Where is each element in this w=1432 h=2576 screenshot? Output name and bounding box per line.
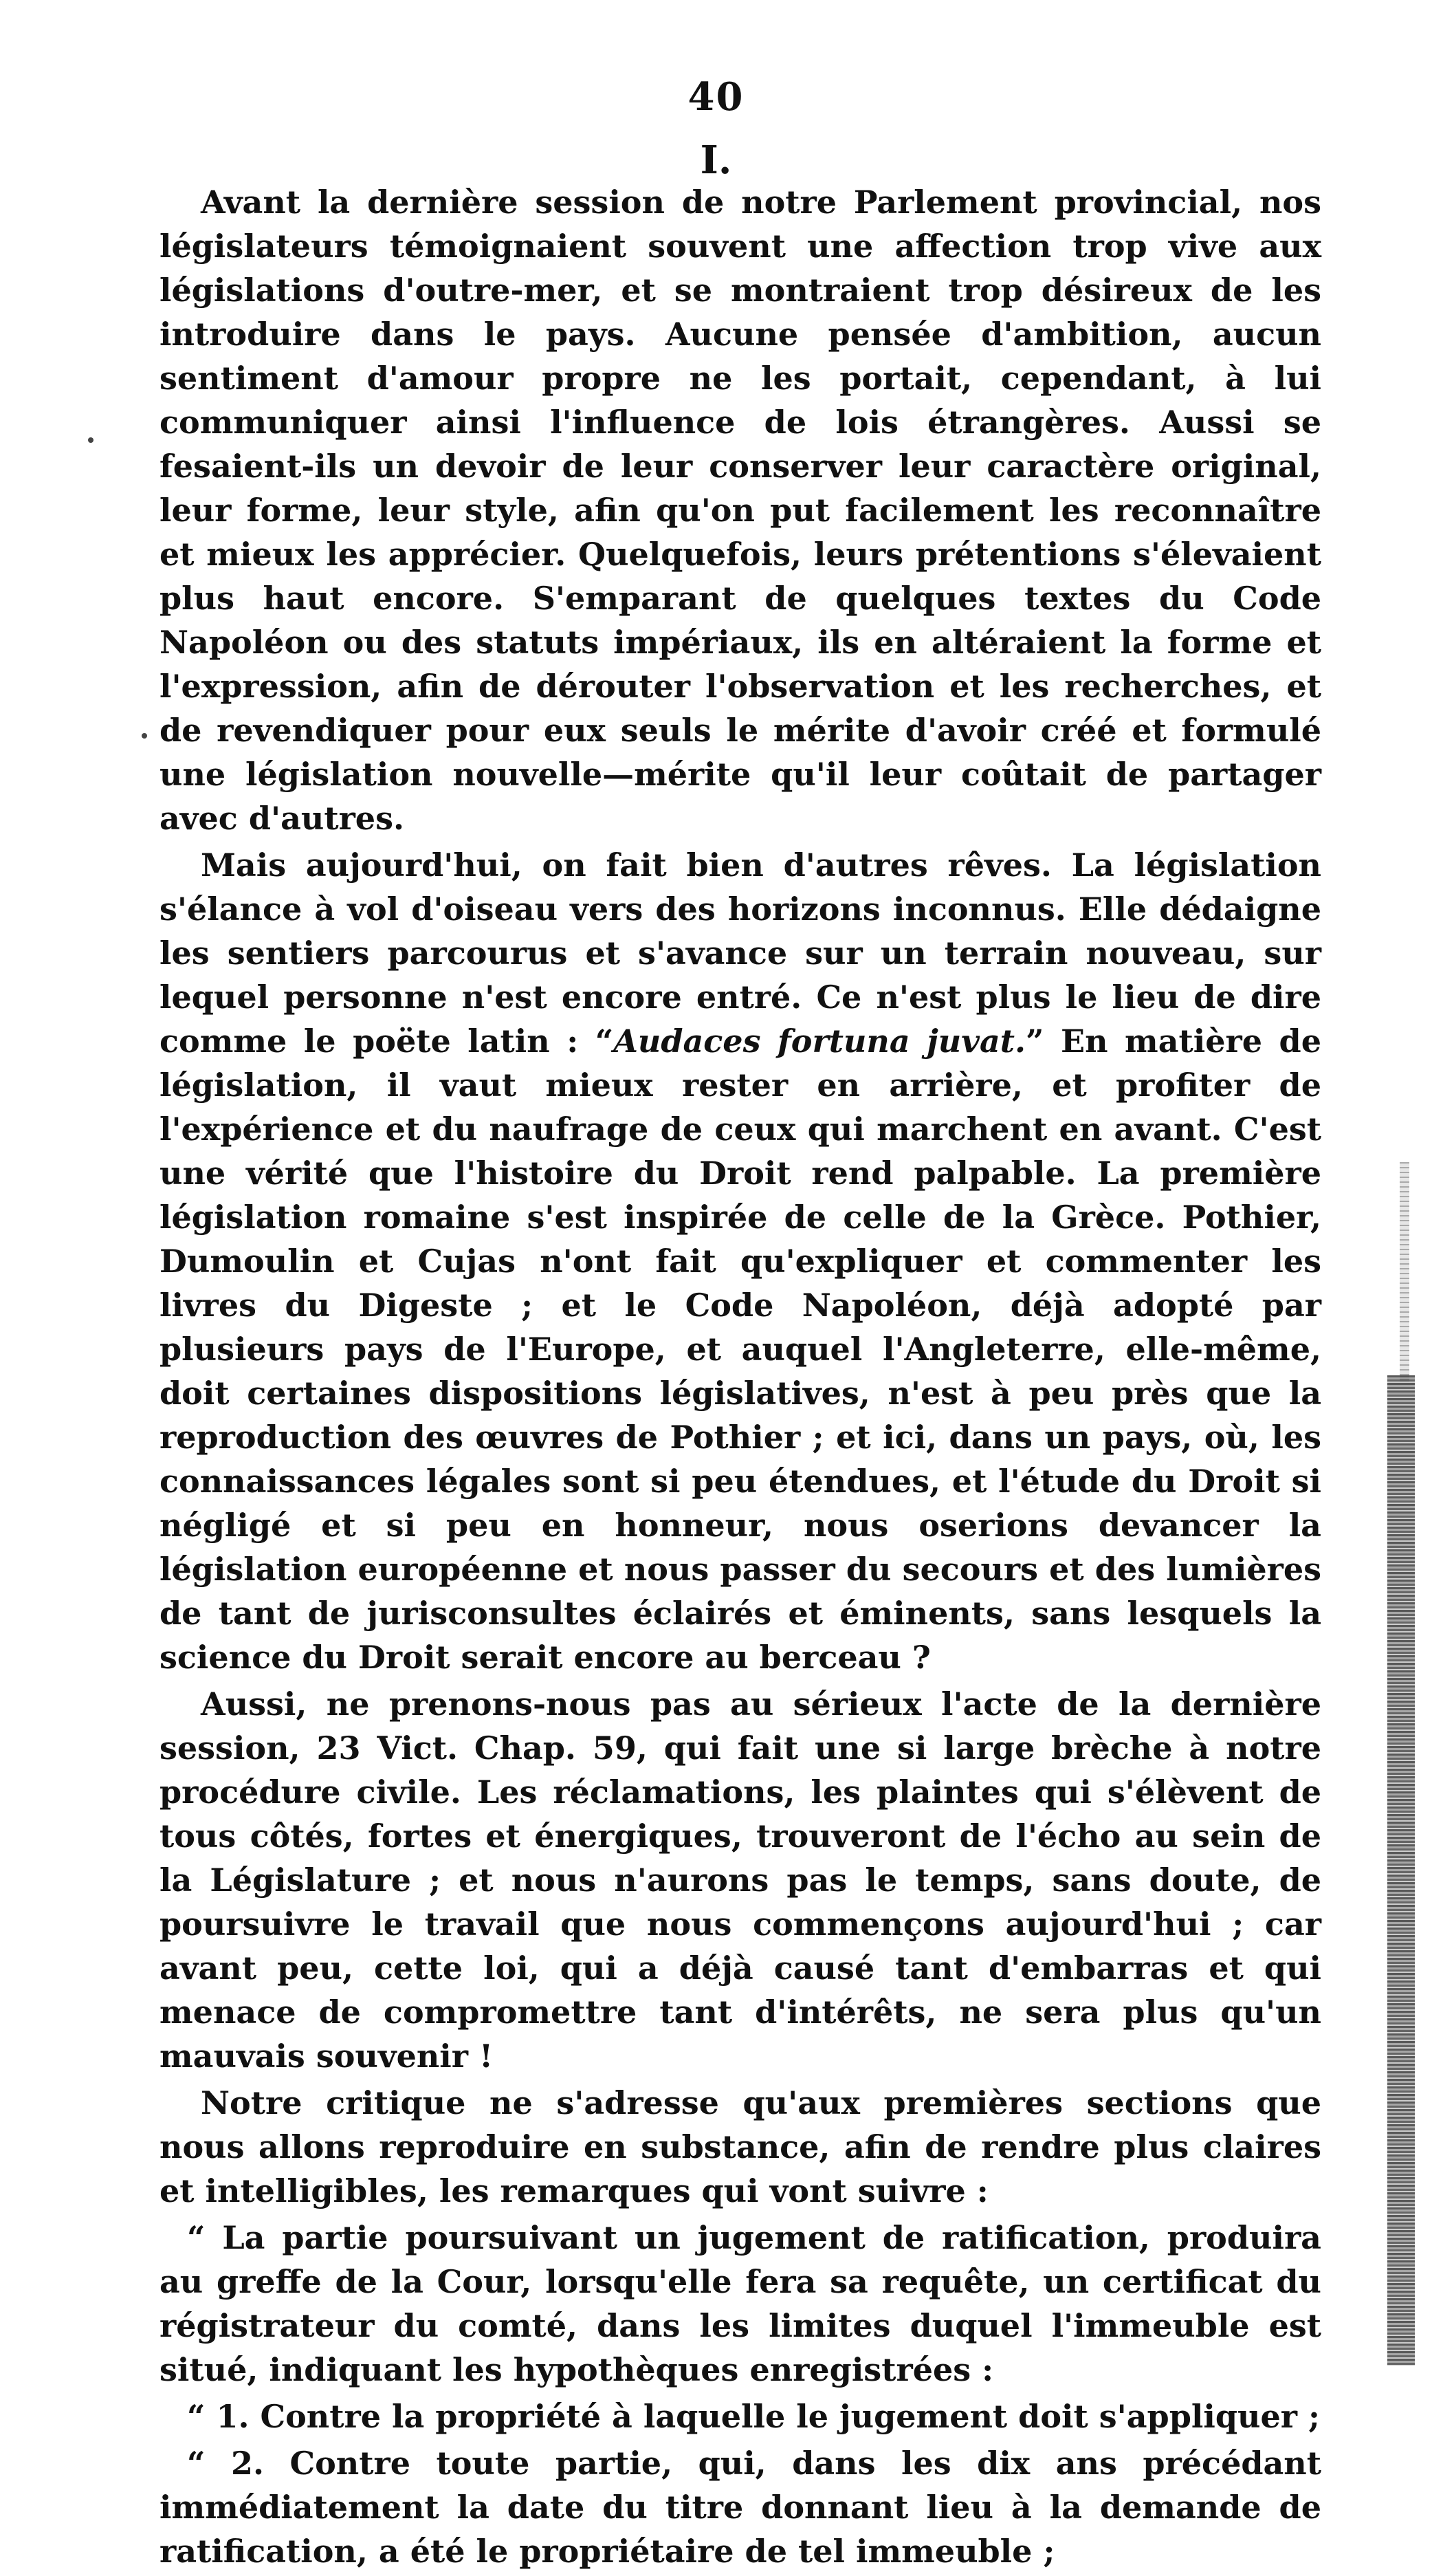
quoted-item-2: “ 2. Contre toute partie, qui, dans les dix ans précédant immédiatement la date du titre donnant lieu à la demande de ratification, a été le propriétaire de tel immeuble ; [159,2445,1321,2570]
latin-quotation: Audaces fortuna juvat. [613,1023,1026,1060]
paragraph-2-text-b: ” En matière de législation, il vaut mieux rester en arrière, et profiter de l'expérience et du naufrage de ceux qui marchent en avant. C'est une vérité que l'histoire du Droit rend palpable. La première législation romaine s'est inspirée de celle de la Grèce. Pothier, Dumoulin et Cujas n'ont fait qu'expliquer et commenter les livres du Digeste ; et le Code Napoléon, déjà adopté par plusieurs pays de l'Europe, et auquel l'Angleterre, elle-même, doit certaines dispositions législatives, n'est à peu près que la reproduction des œuvres de Pothier ; et ici, dans un pays, où, les connaissances légales sont si peu étendues, et l'étude du Droit si négligé et si peu en honneur, nous oserions devancer la législation européenne et nous passer du secours et des lumières de tant de jurisconsultes éclairés et éminents, sans lesquels la science du Droit serait encore au berceau ? [159,1023,1321,1676]
paragraph-3: Aussi, ne prenons-nous pas au sérieux l'acte de la dernière session, 23 Vict. Chap. 59, qui fait une si large brèche à notre procédure civile. Les réclamations, les plaintes qui s'élèvent de tous côtés, fortes et énergiques, trouveront de l'écho au sein de la Législature ; et nous n'aurons pas le temps, sans doute, de poursuivre le travail que nous commençons aujourd'hui ; car avant peu, cette loi, qui a déjà causé tant d'embarras et qui menace de compromettre tant d'intérêts, ne sera plus qu'un mauvais souvenir ! [159,1685,1321,2075]
section-heading: I. [700,138,732,183]
page-number: 40 [687,74,745,120]
scan-speck [142,733,147,739]
quoted-item-1: “ 1. Contre la propriété à laquelle le jugement doit s'appliquer ; [187,2398,1320,2435]
paragraph-2 [159,843,1321,1679]
scan-edge-strip [1387,1375,1415,2366]
document-body [159,180,1321,2576]
paragraph-2-text-a: Mais aujourd'hui, on fait bien d'autres rêves. La législation s'élance à vol d'oiseau vers des horizons inconnus. Elle dédaigne les sentiers parcourus et s'avance sur un terrain nouveau, sur lequel personne n'est encore entré. Ce n'est plus le lieu de dire comme le poëte latin : “ [159,847,1321,1060]
scan-speck [88,437,93,443]
paragraph-4: Notre critique ne s'adresse qu'aux premières sections que nous allons reproduire en substance, afin de rendre plus claires et intelligibles, les remarques qui vont suivre : [159,2084,1321,2209]
scan-edge-upper [1400,1162,1409,1382]
paragraph-1: Avant la dernière session de notre Parlement provincial, nos législateurs témoignaient souvent une affection trop vive aux législations d'outre-mer, et se montraient trop désireux de les introduire dans le pays. Aucune pensée d'ambition, aucun sentiment d'amour propre ne les portait, cependant, à lui communiquer ainsi l'influence de lois étrangères. Aussi se fesaient-ils un devoir de leur conserver leur caractère original, leur forme, leur style, afin qu'on put facilement les reconnaître et mieux les apprécier. Quelquefois, leurs prétentions s'élevaient plus haut encore. S'emparant de quelques textes du Code Napoléon ou des statuts impériaux, ils en altéraient la forme et l'expression, afin de dérouter l'observation et les recherches, et de revendiquer pour eux seuls le mérite d'avoir créé et formulé une législation nouvelle—mérite qu'il leur coûtait de partager avec d'autres. [159,184,1321,837]
quoted-section-intro: “ La partie poursuivant un jugement de ratification, produira au greffe de la Cour, lorsqu'elle fera sa requête, un certificat du régistrateur du comté, dans les limites duquel l'immeuble est situé, indiquant les hypothèques enregistrées : [159,2219,1321,2388]
